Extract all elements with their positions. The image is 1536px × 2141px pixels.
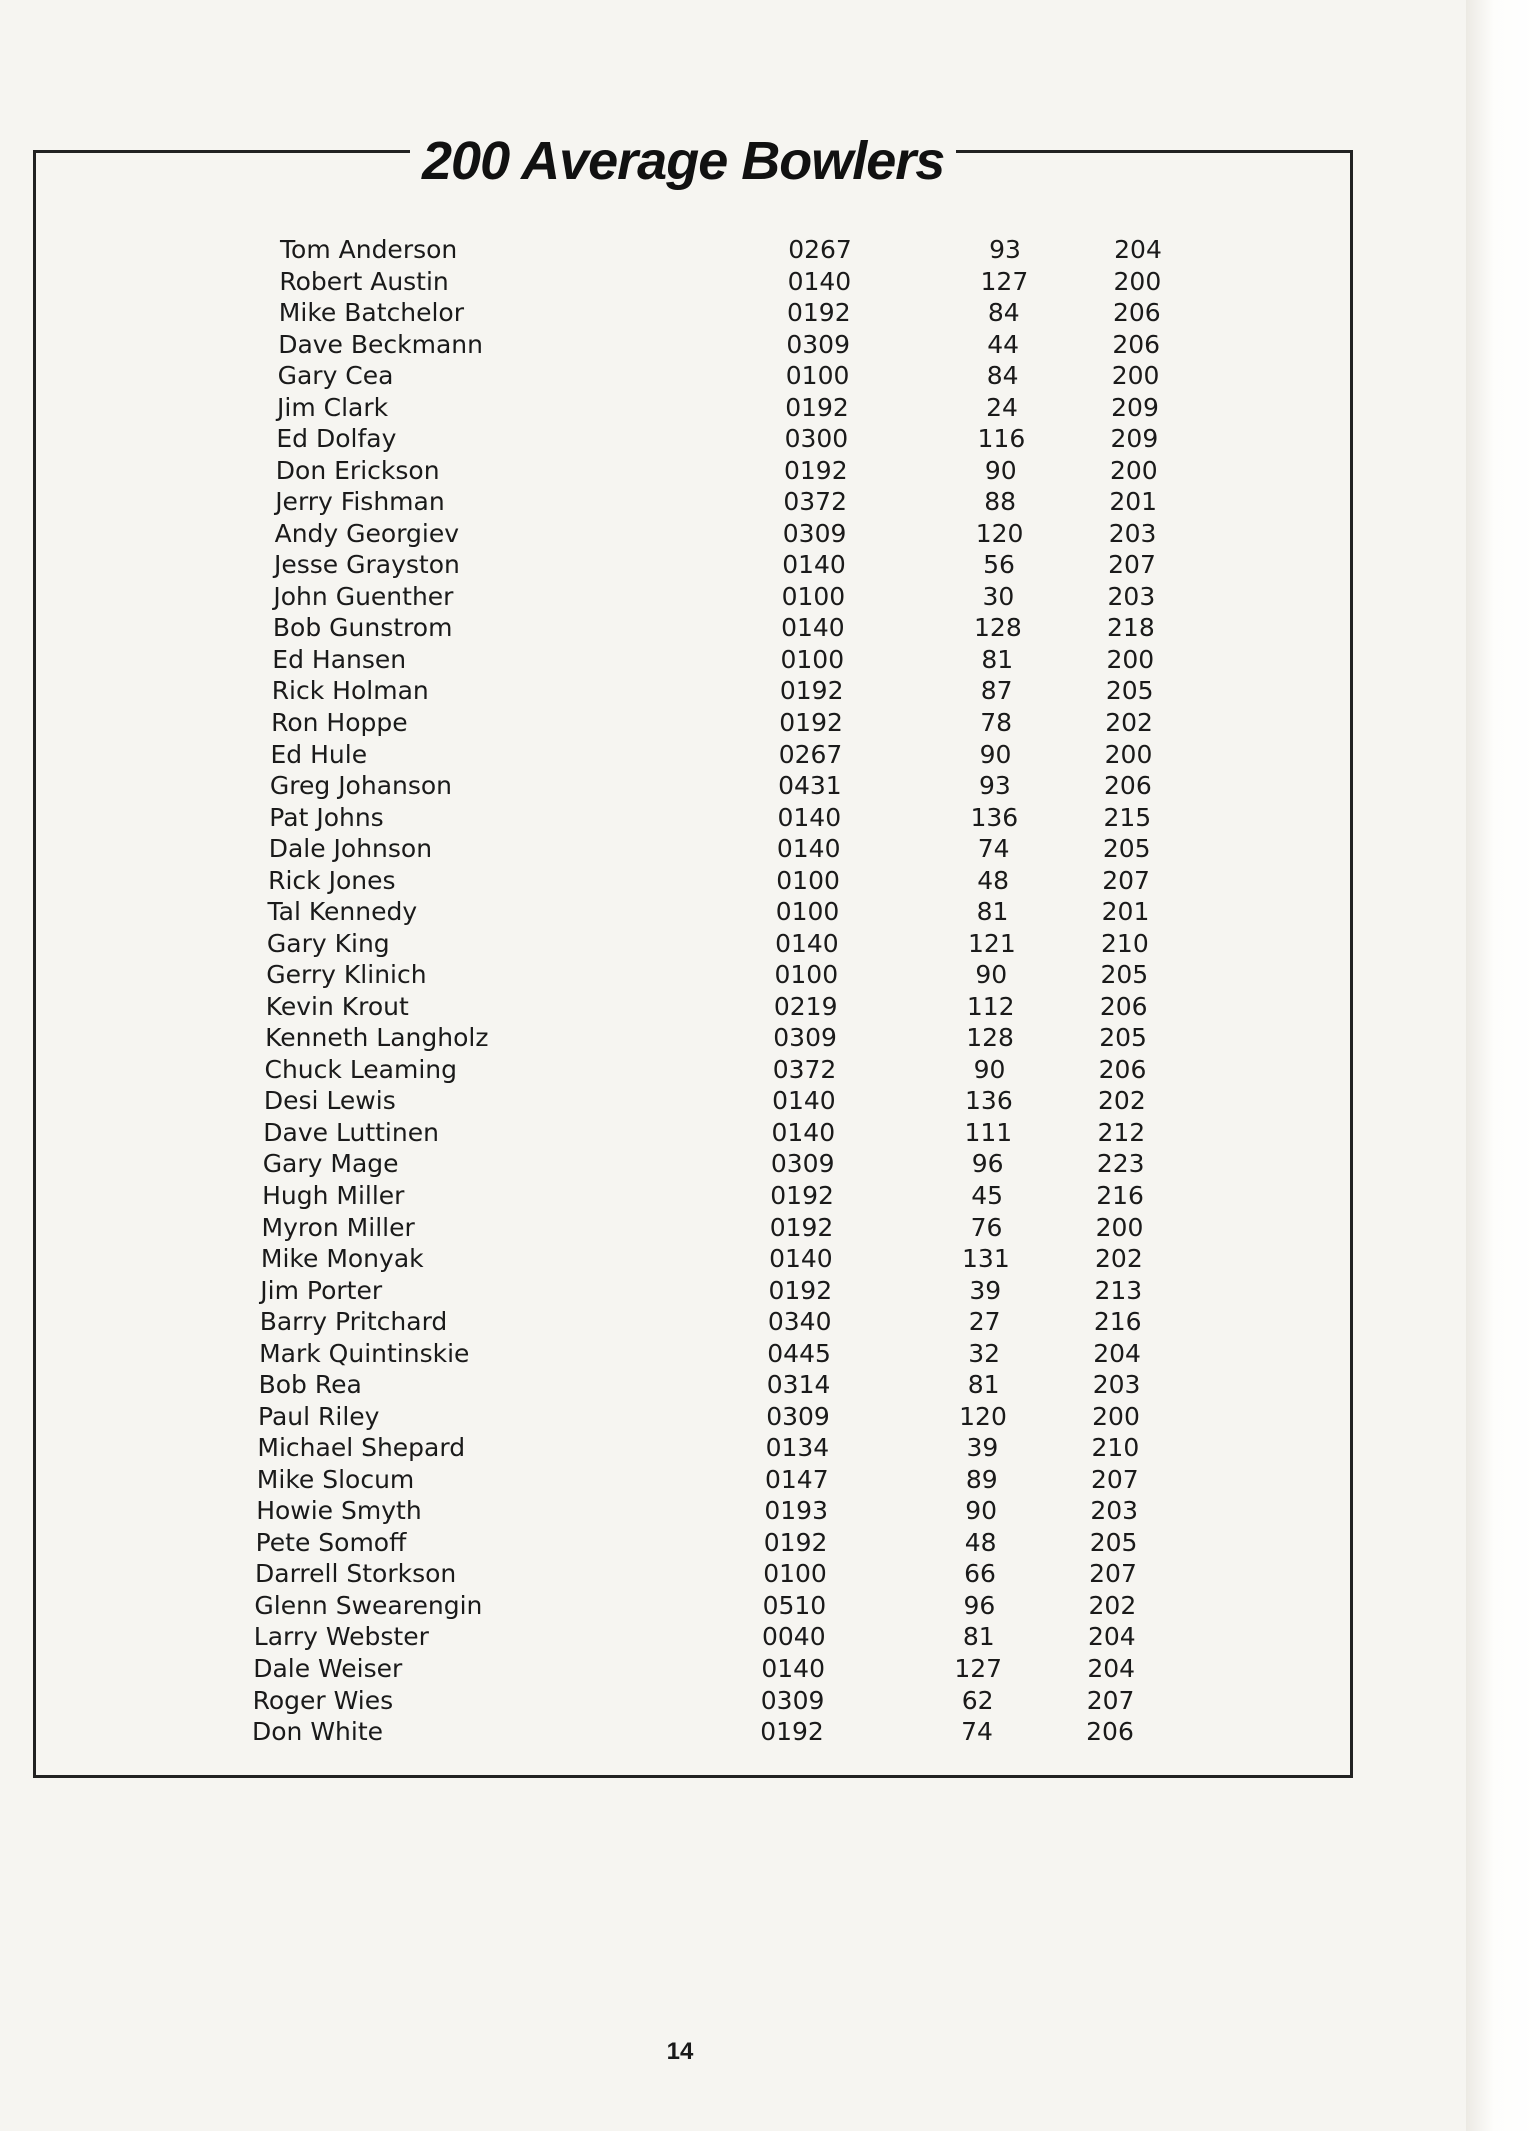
table-row xyxy=(269,802,1269,833)
bowler-id: 0040 xyxy=(761,1622,826,1652)
bowler-id: 0140 xyxy=(776,834,841,864)
bowler-name: Bob Gunstrom xyxy=(272,613,453,643)
bowler-games: 93 xyxy=(978,771,1011,800)
bowler-id: 0192 xyxy=(769,1212,834,1242)
bowler-name: Ron Hoppe xyxy=(271,708,408,737)
bowler-name: Jesse Grayston xyxy=(274,550,460,580)
table-row xyxy=(260,1275,1260,1306)
bowler-average: 207 xyxy=(1086,1685,1135,1715)
bowler-id: 0431 xyxy=(778,771,842,800)
bowler-name: Pat Johns xyxy=(269,802,384,832)
bowler-average: 202 xyxy=(1088,1590,1137,1620)
bowler-average: 206 xyxy=(1104,771,1152,800)
bowler-id: 0100 xyxy=(785,361,850,391)
bowler-average: 201 xyxy=(1109,487,1158,517)
table-row xyxy=(267,928,1267,959)
table-row xyxy=(278,329,1278,360)
table-row xyxy=(278,360,1278,391)
page-number: 14 xyxy=(666,2038,694,2065)
bowler-name: Glenn Swearengin xyxy=(254,1590,483,1620)
bowler-average: 200 xyxy=(1104,739,1153,769)
bowler-id: 0192 xyxy=(768,1275,833,1305)
table-row xyxy=(271,707,1271,738)
bowler-average: 205 xyxy=(1100,960,1149,990)
bowler-name: Ed Hansen xyxy=(272,644,407,674)
table-row xyxy=(257,1464,1257,1495)
table-row xyxy=(279,266,1279,297)
bowler-name: Mike Monyak xyxy=(260,1244,424,1273)
bowler-id: 0100 xyxy=(781,581,846,611)
bowler-name: Jim Clark xyxy=(277,392,389,422)
bowler-id: 0267 xyxy=(788,235,852,264)
bowler-games: 66 xyxy=(964,1559,996,1589)
bowler-games: 111 xyxy=(964,1117,1013,1147)
bowler-average: 207 xyxy=(1090,1464,1139,1494)
table-row xyxy=(274,549,1274,580)
bowler-games: 121 xyxy=(968,928,1016,958)
bowler-games: 48 xyxy=(977,865,1009,895)
bowler-games: 112 xyxy=(966,991,1015,1021)
bowler-average: 207 xyxy=(1089,1559,1137,1589)
bowler-id: 0134 xyxy=(765,1433,830,1463)
bowler-name: Mike Slocum xyxy=(256,1464,415,1494)
bowler-name: Kevin Krout xyxy=(265,991,409,1021)
bowler-games: 45 xyxy=(971,1181,1003,1210)
bowler-games: 81 xyxy=(962,1622,995,1652)
bowler-average: 200 xyxy=(1092,1401,1140,1431)
bowler-average: 218 xyxy=(1107,613,1155,643)
bowler-id: 0140 xyxy=(777,802,842,832)
table-row xyxy=(275,486,1275,517)
bowler-name: Tal Kennedy xyxy=(267,897,418,927)
bowler-name: Gerry Klinich xyxy=(266,960,427,990)
bowler-games: 93 xyxy=(989,235,1021,264)
table-row xyxy=(280,234,1280,265)
bowler-games: 56 xyxy=(983,550,1015,580)
bowler-name: Ed Dolfay xyxy=(276,424,397,454)
bowler-average: 207 xyxy=(1102,865,1150,895)
bowler-name: Rick Holman xyxy=(271,676,429,706)
bowler-average: 213 xyxy=(1094,1275,1143,1305)
table-row xyxy=(261,1243,1261,1274)
bowler-id: 0192 xyxy=(779,708,843,737)
bowler-games: 39 xyxy=(966,1433,999,1463)
bowler-games: 131 xyxy=(962,1244,1010,1273)
table-row xyxy=(279,297,1279,328)
bowler-average: 210 xyxy=(1091,1433,1140,1463)
bowler-games: 74 xyxy=(977,834,1010,864)
bowler-average: 209 xyxy=(1110,424,1159,454)
bowler-name: Tom Anderson xyxy=(280,235,458,264)
bowler-games: 76 xyxy=(970,1212,1003,1242)
bowler-average: 206 xyxy=(1086,1717,1134,1746)
bowler-average: 209 xyxy=(1111,392,1159,422)
bowler-games: 120 xyxy=(959,1401,1007,1431)
bowler-games: 87 xyxy=(980,676,1013,706)
bowler-games: 48 xyxy=(964,1527,997,1557)
bowler-games: 81 xyxy=(976,897,1009,927)
table-row xyxy=(275,518,1275,549)
bowler-id: 0445 xyxy=(767,1338,831,1368)
bowler-id: 0140 xyxy=(781,613,845,643)
table-row xyxy=(265,1054,1265,1085)
table-row xyxy=(254,1621,1254,1652)
bowler-games: 90 xyxy=(979,739,1012,769)
table-row xyxy=(256,1527,1256,1558)
table-row xyxy=(273,581,1273,612)
bowler-name: Andy Georgiev xyxy=(274,518,460,548)
bowler-id: 0140 xyxy=(787,266,852,296)
bowler-id: 0372 xyxy=(772,1054,837,1084)
bowler-name: Dave Beckmann xyxy=(278,329,483,359)
bowler-average: 203 xyxy=(1108,518,1157,548)
bowler-average: 205 xyxy=(1089,1527,1138,1557)
table-row xyxy=(258,1401,1258,1432)
table-row xyxy=(277,392,1277,423)
bowler-average: 216 xyxy=(1093,1307,1142,1337)
bowler-id: 0309 xyxy=(786,329,850,359)
bowler-games: 84 xyxy=(987,298,1020,328)
bowler-average: 204 xyxy=(1114,235,1162,264)
bowler-games: 127 xyxy=(980,266,1029,296)
bowler-name: Greg Johanson xyxy=(269,771,453,800)
bowler-id: 0372 xyxy=(783,487,847,517)
bowler-id: 0100 xyxy=(780,644,845,674)
bowler-average: 200 xyxy=(1111,361,1160,391)
bowler-games: 96 xyxy=(963,1590,996,1620)
table-row xyxy=(266,991,1266,1022)
bowler-games: 90 xyxy=(975,960,1008,990)
bowler-games: 116 xyxy=(977,424,1026,454)
bowler-average: 210 xyxy=(1101,928,1149,958)
bowler-name: Dale Weiser xyxy=(253,1653,403,1683)
table-row xyxy=(253,1685,1253,1716)
bowler-average: 200 xyxy=(1095,1212,1144,1242)
bowler-average: 200 xyxy=(1113,266,1162,296)
bowler-name: Robert Austin xyxy=(279,266,449,296)
bowler-id: 0192 xyxy=(783,455,848,485)
bowler-games: 62 xyxy=(961,1685,994,1715)
bowler-games: 127 xyxy=(954,1653,1003,1683)
bowler-id: 0314 xyxy=(766,1370,831,1400)
bowler-games: 88 xyxy=(984,487,1017,517)
bowler-id: 0267 xyxy=(778,739,843,769)
table-row xyxy=(262,1180,1262,1211)
bowler-id: 0140 xyxy=(772,1086,836,1116)
bowler-games: 44 xyxy=(987,329,1020,359)
table-row xyxy=(269,833,1269,864)
bowler-games: 84 xyxy=(986,361,1019,391)
bowler-games: 128 xyxy=(974,613,1022,643)
bowler-average: 202 xyxy=(1098,1086,1146,1116)
table-row xyxy=(270,770,1270,801)
table-row xyxy=(265,1022,1265,1053)
bowler-average: 206 xyxy=(1098,1054,1147,1084)
bowler-average: 204 xyxy=(1093,1338,1141,1368)
bowler-games: 39 xyxy=(969,1275,1002,1305)
bowler-average: 223 xyxy=(1096,1149,1145,1179)
bowler-average: 205 xyxy=(1099,1023,1147,1053)
bowler-average: 203 xyxy=(1107,581,1156,611)
table-row xyxy=(266,959,1266,990)
page-edge xyxy=(1466,0,1536,2141)
bowler-name: Rick Jones xyxy=(268,865,396,895)
bowler-name: Roger Wies xyxy=(252,1685,394,1715)
bowler-name: Don Erickson xyxy=(275,455,440,485)
bowler-id: 0140 xyxy=(782,550,846,580)
bowler-id: 0309 xyxy=(782,518,847,548)
bowler-games: 90 xyxy=(984,455,1017,485)
bowler-average: 205 xyxy=(1102,834,1151,864)
bowler-name: Don White xyxy=(252,1717,384,1746)
bowler-average: 203 xyxy=(1090,1496,1139,1526)
bowler-games: 27 xyxy=(968,1307,1001,1337)
bowler-games: 96 xyxy=(971,1149,1004,1179)
bowler-name: John Guenther xyxy=(273,581,454,611)
bowler-name: Chuck Leaming xyxy=(264,1054,458,1084)
bowler-id: 0140 xyxy=(775,928,839,958)
bowler-name: Larry Webster xyxy=(253,1622,429,1652)
bowler-name: Howie Smyth xyxy=(256,1496,422,1526)
bowler-id: 0219 xyxy=(773,991,838,1021)
bowler-id: 0300 xyxy=(784,424,849,454)
bowler-name: Darrell Storkson xyxy=(255,1559,457,1589)
bowler-id: 0309 xyxy=(760,1685,825,1715)
bowler-average: 200 xyxy=(1109,455,1158,485)
bowler-name: Dave Luttinen xyxy=(263,1117,439,1147)
table-row xyxy=(257,1432,1257,1463)
table-row xyxy=(264,1085,1264,1116)
table-row xyxy=(273,612,1273,643)
bowler-name: Jim Porter xyxy=(260,1275,383,1305)
table-row xyxy=(256,1495,1256,1526)
bowler-id: 0309 xyxy=(773,1023,837,1053)
bowler-id: 0100 xyxy=(776,865,840,895)
bowler-games: 24 xyxy=(986,392,1018,422)
bowler-average: 216 xyxy=(1096,1181,1144,1210)
bowler-name: Michael Shepard xyxy=(257,1433,466,1463)
table-row xyxy=(272,644,1272,675)
bowler-average: 207 xyxy=(1108,550,1156,580)
table-row xyxy=(272,675,1272,706)
bowler-average: 205 xyxy=(1105,676,1154,706)
bowler-name: Paul Riley xyxy=(258,1401,380,1431)
bowler-games: 81 xyxy=(967,1370,1000,1400)
bowler-name: Mark Quintinskie xyxy=(259,1338,470,1368)
table-row xyxy=(268,865,1268,896)
bowler-id: 0100 xyxy=(774,960,839,990)
bowler-id: 0100 xyxy=(763,1559,827,1589)
bowler-id: 0192 xyxy=(785,392,849,422)
bowler-games: 128 xyxy=(966,1023,1014,1053)
table-row xyxy=(259,1338,1259,1369)
bowler-games: 32 xyxy=(968,1338,1000,1368)
table-row xyxy=(276,423,1276,454)
bowler-id: 0510 xyxy=(762,1590,827,1620)
bowler-name: Bob Rea xyxy=(258,1370,362,1400)
bowler-id: 0309 xyxy=(770,1149,835,1179)
bowler-name: Jerry Fishman xyxy=(275,487,445,517)
bowler-id: 0140 xyxy=(771,1117,836,1147)
bowler-id: 0192 xyxy=(763,1527,828,1557)
bowler-id: 0309 xyxy=(766,1401,830,1431)
bowler-id: 0192 xyxy=(760,1717,824,1746)
bowler-id: 0192 xyxy=(770,1181,834,1210)
bowler-name: Gary Cea xyxy=(277,361,394,391)
bowler-average: 206 xyxy=(1099,991,1148,1021)
bowler-name: Gary Mage xyxy=(262,1149,399,1179)
bowler-games: 136 xyxy=(965,1086,1013,1116)
bowler-id: 0192 xyxy=(786,298,851,328)
bowler-average: 201 xyxy=(1101,897,1150,927)
bowler-id: 0147 xyxy=(764,1464,829,1494)
bowler-name: Ed Hule xyxy=(270,739,368,769)
bowler-id: 0340 xyxy=(767,1307,832,1337)
bowler-name: Desi Lewis xyxy=(263,1086,396,1116)
table-row xyxy=(271,739,1271,770)
bowler-name: Dale Johnson xyxy=(268,834,433,864)
bowler-name: Myron Miller xyxy=(261,1212,415,1242)
bowler-average: 212 xyxy=(1097,1117,1146,1147)
bowler-name: Mike Batchelor xyxy=(278,298,464,328)
bowler-id: 0100 xyxy=(775,897,840,927)
table-row xyxy=(259,1369,1259,1400)
bowler-average: 202 xyxy=(1105,708,1153,737)
bowler-average: 200 xyxy=(1106,644,1155,674)
table-row xyxy=(263,1117,1263,1148)
table-row xyxy=(254,1590,1254,1621)
bowler-average: 206 xyxy=(1112,298,1161,328)
table-row xyxy=(268,896,1268,927)
bowler-name: Hugh Miller xyxy=(262,1181,405,1210)
bowler-average: 215 xyxy=(1103,802,1152,832)
bowler-games: 89 xyxy=(965,1464,998,1494)
bowler-name: Pete Somoff xyxy=(255,1527,407,1557)
table-row xyxy=(255,1558,1255,1589)
table-row xyxy=(252,1716,1252,1747)
bowler-games: 30 xyxy=(982,581,1015,611)
bowler-games: 74 xyxy=(961,1717,993,1746)
bowler-name: Barry Pritchard xyxy=(259,1307,448,1337)
bowler-average: 206 xyxy=(1112,329,1161,359)
table-row xyxy=(276,455,1276,486)
bowler-average: 203 xyxy=(1092,1370,1141,1400)
bowler-games: 90 xyxy=(973,1054,1006,1084)
bowler-games: 81 xyxy=(981,644,1014,674)
table-row xyxy=(263,1148,1263,1179)
bowler-name: Kenneth Langholz xyxy=(265,1023,489,1053)
page-title: 200 Average Bowlers xyxy=(410,128,956,194)
bowler-id: 0140 xyxy=(761,1653,825,1683)
bowler-games: 136 xyxy=(970,802,1019,832)
bowler-name: Gary King xyxy=(266,928,390,958)
table-row xyxy=(262,1212,1262,1243)
bowler-id: 0193 xyxy=(764,1496,828,1526)
bowler-games: 78 xyxy=(980,708,1012,737)
bottom-edge xyxy=(0,2131,1536,2141)
bowler-average: 204 xyxy=(1087,1622,1136,1652)
bowler-id: 0140 xyxy=(769,1244,833,1273)
bowler-average: 204 xyxy=(1087,1653,1136,1683)
table-row xyxy=(260,1306,1260,1337)
bowler-average: 202 xyxy=(1095,1244,1143,1273)
table-row xyxy=(253,1653,1253,1684)
bowler-games: 120 xyxy=(975,518,1024,548)
bowler-id: 0192 xyxy=(779,676,844,706)
bowler-games: 90 xyxy=(965,1496,998,1526)
